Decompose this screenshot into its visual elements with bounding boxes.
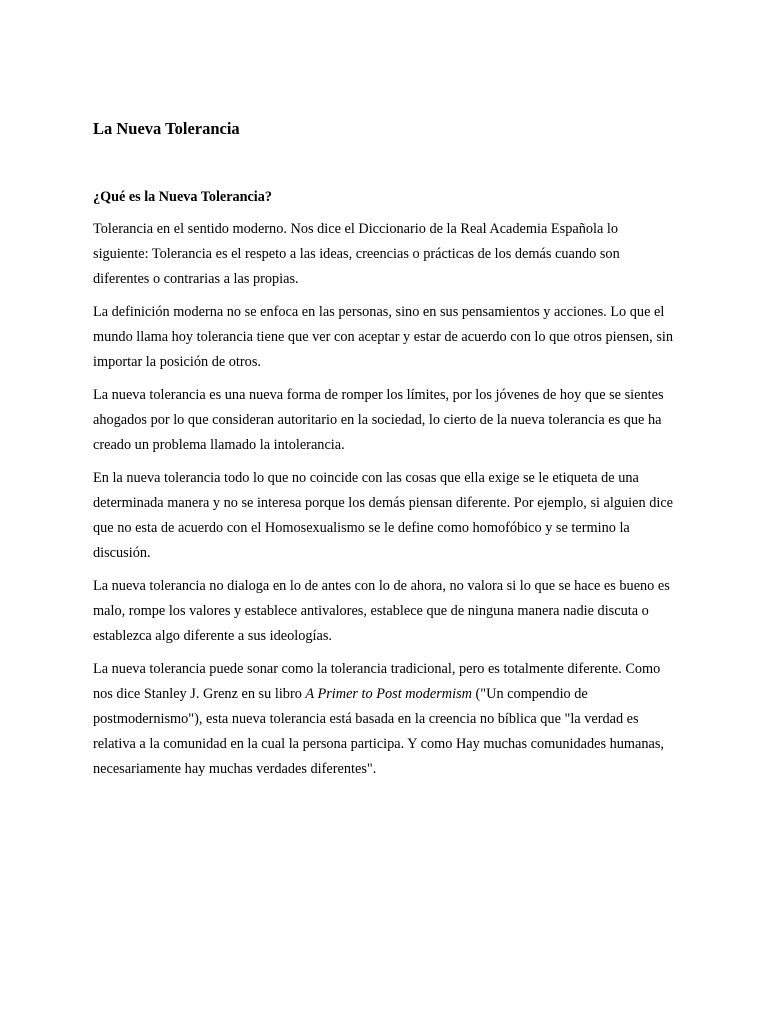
document-title: La Nueva Tolerancia [93, 119, 240, 138]
book-title: A Primer to Post modermism [305, 686, 472, 702]
document-body [93, 217, 673, 790]
paragraph-breaking-limits: La nueva tolerancia es una nueva forma de romper los límites, por los jóvenes de hoy que se sientes ahogados por lo que consideran autoritario en la sociedad, lo cierto de la nueva tolerancia es que ha creado un problema llamado la intolerancia. [93, 387, 664, 453]
paragraph-grenz-quote-rest: ("Un compendio de postmodernismo"), esta nueva tolerancia está basada en la creencia no bíblica que "la verdad es relativa a la comunidad en la cual la persona participa. Y como Hay muchas comunidades humanas, necesariamente hay muchas verdades diferentes". [93, 686, 665, 777]
paragraph-labeling: En la nueva tolerancia todo lo que no coincide con las cosas que ella exige se le etiqueta de una determinada manera y no se interesa porque los demás piensan diferente. Por ejemplo, si alguien dice que no esta de acuerdo con el Homosexualismo se le define como homofóbico y se termino la discusión. [93, 470, 674, 561]
paragraph-grenz-quote [93, 657, 673, 782]
paragraph-definition: Tolerancia en el sentido moderno. Nos dice el Diccionario de la Real Academia Española lo siguiente: Tolerancia es el respeto a las ideas, creencias o prácticas de los demás cuando son diferentes o contrarias a las propias. [93, 221, 620, 287]
paragraph-modern-definition: La definición moderna no se enfoca en las personas, sino en sus pensamientos y acciones. Lo que el mundo llama hoy tolerancia tiene que ver con aceptar y estar de acuerdo con lo que otros piensen, sin importar la posición de otros. [93, 304, 674, 370]
section-heading: ¿Qué es la Nueva Tolerancia? [93, 189, 272, 205]
paragraph-grenz-quote-intro: La nueva tolerancia puede sonar como la tolerancia tradicional, pero es totalmente diferente. Como nos dice Stanley J. Grenz en su libro [93, 661, 661, 702]
paragraph-no-dialogue: La nueva tolerancia no dialoga en lo de antes con lo de ahora, no valora si lo que se hace es bueno es malo, rompe los valores y establece antivalores, establece que de ninguna manera nadie discuta o establezca algo diferente a sus ideologías. [93, 578, 670, 644]
